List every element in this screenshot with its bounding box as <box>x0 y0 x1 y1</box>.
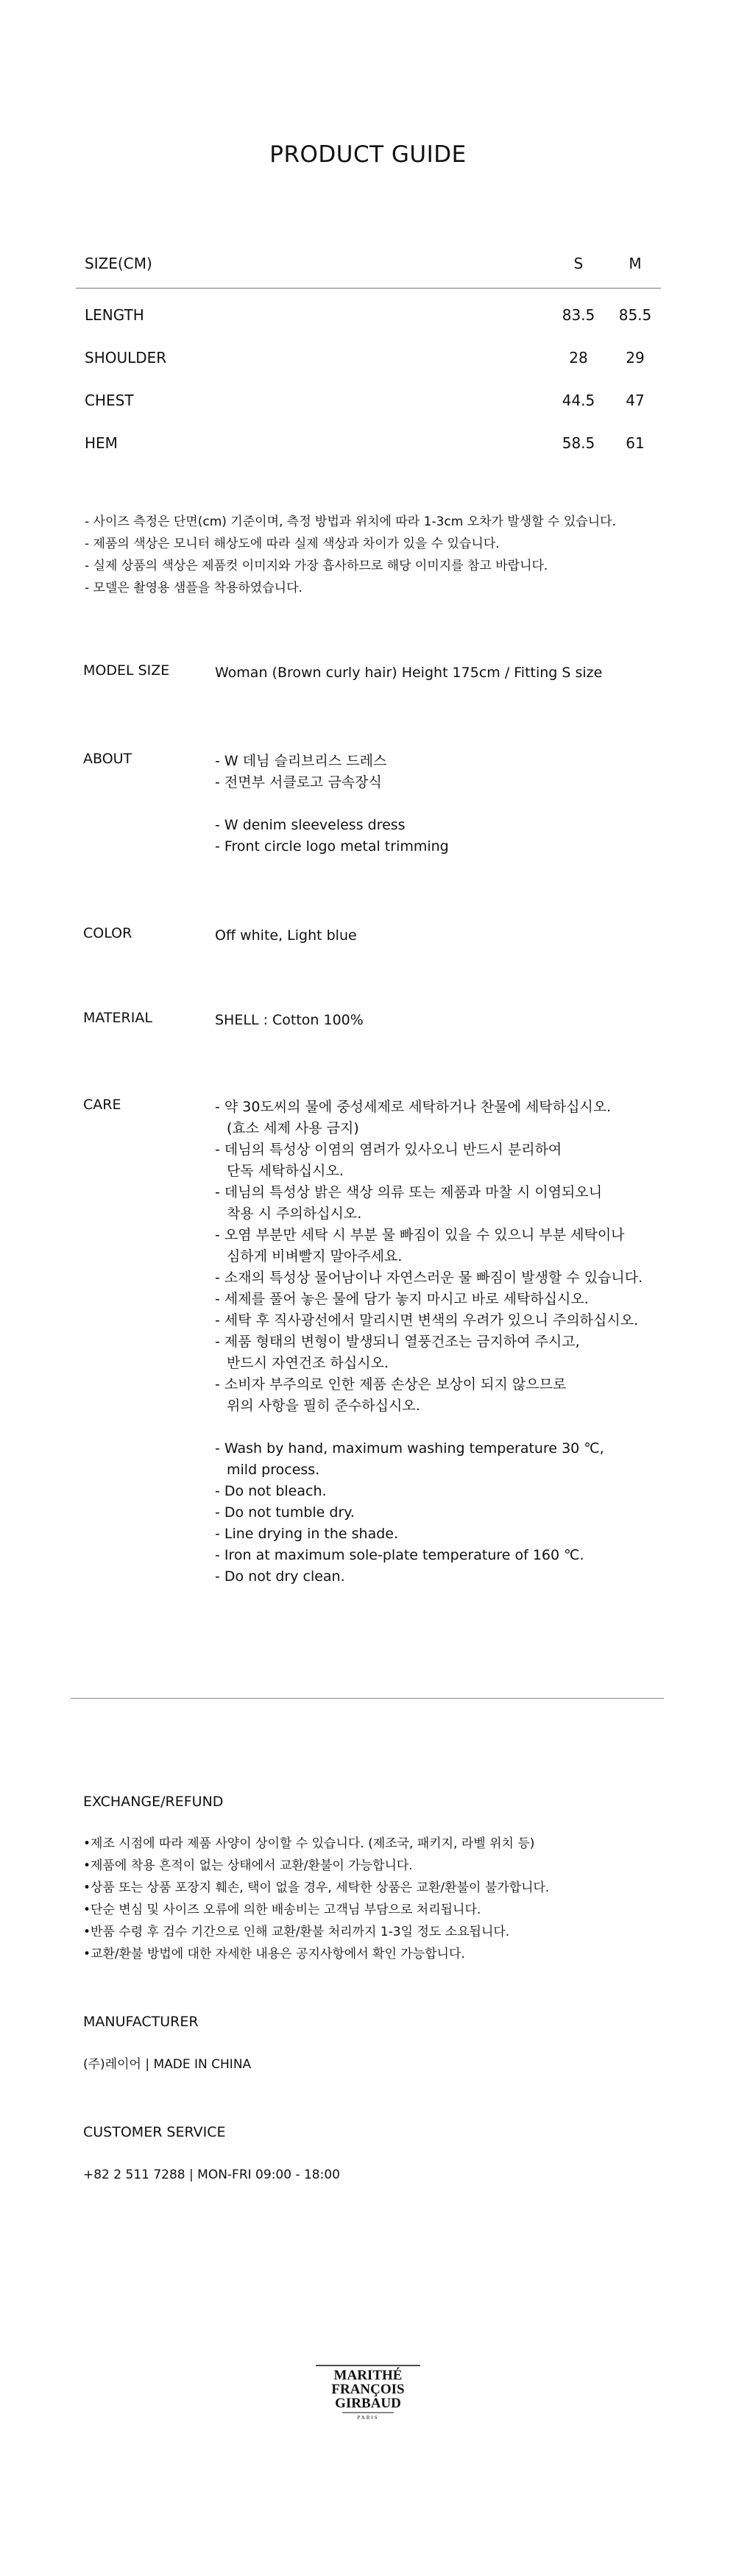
care-line: mild process. <box>227 1462 320 1478</box>
note-line: - 제품의 색상은 모니터 해상도에 따라 실제 색상과 차이가 있을 수 있습니다. <box>85 537 500 551</box>
care-line: - 소비자 부주의로 인한 제품 손상은 보상이 되지 않으므로 <box>215 1376 567 1393</box>
page-title: PRODUCT GUIDE <box>269 141 467 168</box>
color-label: COLOR <box>83 925 132 941</box>
note-line: - 실제 상품의 색상은 제품컷 이미지와 가장 흡사하므로 해당 이미지를 참고 바랍니다. <box>85 559 548 573</box>
exchange-list <box>83 1833 549 1965</box>
care-line: - Wash by hand, maximum washing temperature 30 ℃, <box>215 1440 604 1457</box>
exchange-line: •상품 또는 상품 포장지 훼손, 택이 없을 경우, 세탁한 상품은 교환/환불이 불가합니다. <box>83 1880 550 1895</box>
care-line: - 데님의 특성상 밝은 색상 의류 또는 제품과 마찰 시 이염되오니 <box>215 1184 603 1200</box>
exchange-line: •제조 시점에 따라 제품 사양이 상이할 수 있습니다. (제조국, 패키지, 라벨 위치 등) <box>83 1836 535 1851</box>
size-row-m-value: 85.5 <box>618 306 652 324</box>
size-row-s-value: 28 <box>569 349 588 367</box>
care-line: - 약 30도씨의 물에 중성세제로 세탁하거나 찬물에 세탁하십시오. <box>215 1099 612 1115</box>
size-row-s-value: 44.5 <box>562 392 595 409</box>
size-row-label: SHOULDER <box>85 349 167 367</box>
care-line: - Iron at maximum sole-plate temperature of 160 ℃. <box>215 1547 584 1563</box>
exchange-line: •제품에 착용 흔적이 없는 상태에서 교환/환불이 가능합니다. <box>83 1858 413 1873</box>
logo-line-2: FRANÇOIS <box>331 2382 405 2397</box>
about-line: - W denim sleeveless dress <box>215 817 406 833</box>
care-label: CARE <box>83 1097 121 1113</box>
size-header-s: S <box>573 255 584 272</box>
size-header-label: SIZE(CM) <box>85 255 152 272</box>
care-line: - Do not bleach. <box>215 1483 327 1499</box>
care-line: - Do not dry clean. <box>215 1568 345 1585</box>
about-line: - W 데님 슬리브리스 드레스 <box>215 753 387 769</box>
exchange-line: •교환/환불 방법에 대한 자세한 내용은 공지사항에서 확인 가능합니다. <box>83 1947 465 1961</box>
manufacturer-label: MANUFACTURER <box>83 2014 199 2030</box>
section-divider <box>71 1698 664 1699</box>
care-line: - Do not tumble dry. <box>215 1504 355 1521</box>
care-line: (효소 세제 사용 금지) <box>227 1120 359 1136</box>
exchange-line: •반품 수령 후 검수 기간으로 인해 교환/환불 처리까지 1-3일 정도 소요됩니다. <box>83 1925 510 1939</box>
note-line: - 사이즈 측정은 단면(cm) 기준이며, 측정 방법과 위치에 따라 1-3cm 오차가 발생할 수 있습니다. <box>85 514 616 529</box>
brand-logo <box>313 2364 423 2423</box>
size-row-m-value: 29 <box>626 349 645 367</box>
exchange-line: •단순 변심 및 사이즈 오류에 의한 배송비는 고객님 부담으로 처리됩니다. <box>83 1903 481 1917</box>
care-line: - 소재의 특성상 물어남이나 자연스러운 물 빠짐이 발생할 수 있습니다. <box>215 1270 643 1286</box>
size-row-length <box>76 306 661 349</box>
size-row-label: LENGTH <box>85 306 144 324</box>
care-line: - 세탁 후 직사광선에서 말리시면 변색의 우려가 있으니 주의하십시오. <box>215 1312 639 1328</box>
size-row-chest <box>76 392 661 434</box>
care-line: - 데님의 특성상 이염의 염려가 있사오니 반드시 분리하여 <box>215 1142 562 1158</box>
about-spacer <box>215 793 449 815</box>
material-value: SHELL : Cotton 100% <box>215 1012 364 1028</box>
about-list <box>215 751 449 857</box>
care-line: - Line drying in the shade. <box>215 1526 399 1542</box>
care-line: - 제품 형태의 변형이 발생되니 열풍건조는 금지하여 주시고, <box>215 1334 580 1350</box>
note-line: - 모델은 촬영용 샘플을 착용하였습니다. <box>85 581 302 595</box>
size-notes <box>85 511 616 599</box>
material-label: MATERIAL <box>83 1010 152 1026</box>
care-list <box>215 1097 643 1588</box>
logo-tagline: PARIS <box>357 2415 379 2421</box>
size-table-header <box>76 255 661 289</box>
size-row-hem <box>76 434 661 477</box>
care-line: 위의 사항을 필히 준수하십시오. <box>227 1398 420 1414</box>
exchange-label: EXCHANGE/REFUND <box>83 1794 224 1810</box>
customer-service-value: +82 2 511 7288 | MON-FRI 09:00 - 18:00 <box>83 2168 340 2182</box>
about-line: - Front circle logo metal trimming <box>215 838 449 854</box>
care-line: 심하게 비벼빨지 말아주세요. <box>227 1248 403 1264</box>
model-size-label: MODEL SIZE <box>83 662 170 679</box>
care-line: - 세제를 풀어 놓은 물에 담가 놓지 마시고 바로 세탁하십시오. <box>215 1291 589 1307</box>
size-row-label: HEM <box>85 434 118 452</box>
size-row-m-value: 61 <box>626 434 645 452</box>
about-line: - 전면부 서클로고 금속장식 <box>215 774 382 790</box>
about-label: ABOUT <box>83 751 132 767</box>
care-line: 착용 시 주의하십시오. <box>227 1206 362 1222</box>
size-row-m-value: 47 <box>626 392 645 409</box>
customer-service-label: CUSTOMER SERVICE <box>83 2124 226 2140</box>
size-row-shoulder <box>76 349 661 392</box>
care-line: 반드시 자연건조 하십시오. <box>227 1355 389 1371</box>
care-spacer <box>215 1417 643 1438</box>
color-value: Off white, Light blue <box>215 927 357 944</box>
logo-line-1: MARITHÉ <box>333 2368 403 2383</box>
size-row-label: CHEST <box>85 392 134 409</box>
size-header-m: M <box>629 255 642 272</box>
care-line: 단독 세탁하십시오. <box>227 1163 344 1179</box>
size-table <box>76 255 661 477</box>
model-size-value: Woman (Brown curly hair) Height 175cm / Fitting S size <box>215 665 603 681</box>
manufacturer-value: (주)레이어 | MADE IN CHINA <box>83 2057 252 2072</box>
size-row-s-value: 83.5 <box>562 306 595 324</box>
logo-line-3: GIRBAUD <box>335 2396 401 2411</box>
size-row-s-value: 58.5 <box>562 434 595 452</box>
care-line: - 오염 부분만 세탁 시 부분 물 빠짐이 있을 수 있으니 부분 세탁이나 <box>215 1227 625 1243</box>
